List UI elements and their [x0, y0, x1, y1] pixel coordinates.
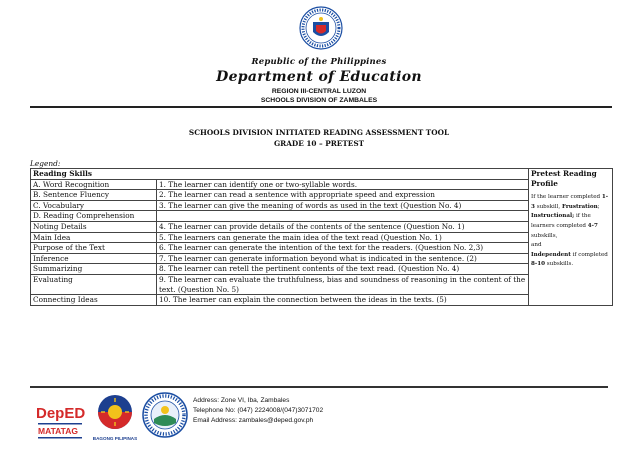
- deped-seal-icon: [299, 6, 343, 50]
- description-cell: 7. The learner can generate information beyond what is indicated in the sentence. (2): [157, 253, 529, 264]
- profile-intro: If the learner completed: [531, 194, 601, 201]
- skill-cell: A. Word Recognition: [31, 179, 157, 190]
- independent-label: Independent: [531, 251, 571, 258]
- address-line: Address: Zone VI, Iba, Zambales: [193, 397, 290, 404]
- table-row: [31, 200, 613, 211]
- skill-cell: Summarizing: [31, 264, 157, 275]
- frustration-end: ;: [597, 203, 600, 210]
- skill-cell: Inference: [31, 253, 157, 264]
- header-reading-skills: Reading Skills: [31, 169, 529, 180]
- skill-cell: Evaluating: [31, 274, 157, 294]
- frustration-range: 1-3: [531, 194, 609, 210]
- telephone-line: Telephone No: (047) 2224008/(047)3071702: [193, 407, 324, 414]
- document-title: SCHOOLS DIVISION INITIATED READING ASSESSMENT TOOL: [188, 128, 450, 137]
- deped-matatag-logo: [34, 396, 88, 444]
- skill-cell: Purpose of the Text: [31, 243, 157, 254]
- description-cell: 2. The learner can read a sentence with appropriate speed and expression: [157, 190, 529, 201]
- skill-cell: C. Vocabulary: [31, 200, 157, 211]
- skill-cell: Main Idea: [31, 232, 157, 243]
- table-row: [31, 243, 613, 254]
- skill-cell: Connecting Ideas: [31, 295, 157, 306]
- skill-cell: D. Reading Comprehension: [31, 211, 157, 222]
- department-heading: Department of Education: [216, 69, 422, 85]
- region-heading: REGION III-CENTRAL LUZON: [271, 88, 367, 95]
- description-cell: 1. The learner can identify one or two-syllable words.: [157, 179, 529, 190]
- skill-cell: Noting Details: [31, 221, 157, 232]
- footer-divider: [30, 386, 608, 388]
- bagong-pilipinas-logo: [92, 392, 138, 444]
- description-cell: 3. The learner can give the meaning of words as used in the text (Question No. 4): [157, 200, 529, 211]
- table-header-row: [31, 169, 613, 180]
- table-row: [31, 179, 613, 190]
- description-cell: [157, 211, 529, 222]
- description-cell: 5. The learners can generate the main idea of the text read (Question No. 1): [157, 232, 529, 243]
- description-cell: 8. The learner can retell the pertinent contents of the text read. (Question No. 4): [157, 264, 529, 275]
- table-row: [31, 221, 613, 232]
- table-row: [31, 232, 613, 243]
- division-seal-icon: [142, 392, 188, 438]
- frustration-suffix: subskill,: [536, 203, 561, 210]
- independent-suffix: subskills.: [546, 261, 574, 268]
- pretest-profile-cell: [529, 169, 613, 306]
- and-word: and: [531, 242, 542, 249]
- table-row: [31, 264, 613, 275]
- header-divider: [30, 106, 612, 108]
- table-row: [31, 190, 613, 201]
- description-cell: 9. The learner can evaluate the truthfulness, bias and soundness of reasoning in the content of the text. (Question No. 5): [157, 274, 529, 294]
- republic-heading: Republic of the Philippines: [251, 57, 387, 67]
- independent-range: 8-10: [531, 261, 546, 268]
- instructional-intro: if the learners completed: [531, 213, 591, 229]
- description-cell: 4. The learner can provide details of the contents of the sentence (Question No. 1): [157, 221, 529, 232]
- table-row: [31, 295, 613, 306]
- instructional-range: 4-7: [587, 222, 598, 229]
- profile-heading-line2: Profile: [531, 178, 558, 188]
- table-row: [31, 211, 613, 222]
- frustration-label: Frustration: [561, 203, 598, 210]
- reading-skills-table: [30, 168, 613, 306]
- division-heading: SCHOOLS DIVISION OF ZAMBALES: [260, 97, 378, 104]
- grade-subtitle: GRADE 10 – PRETEST: [273, 139, 365, 148]
- email-line: Email Address: zambales@deped.gov.ph: [193, 417, 314, 424]
- instructional-suffix: subskills,: [531, 232, 558, 239]
- bagong-logo-text: BAGONG PILIPINAS: [92, 436, 138, 441]
- table-row: [31, 274, 613, 294]
- legend-label: Legend:: [30, 159, 61, 168]
- matatag-logo-text: MATATAG: [38, 426, 78, 436]
- deped-logo-text: DepED: [36, 405, 86, 422]
- instructional-label: Instructional;: [531, 213, 575, 220]
- table-row: [31, 253, 613, 264]
- description-cell: 10. The learner can explain the connection between the ideas in the texts. (5): [157, 295, 529, 306]
- profile-heading-line1: Pretest Reading: [531, 169, 597, 178]
- description-cell: 6. The learner can generate the intention of the text for the readers. (Question No. 2,3): [157, 243, 529, 254]
- independent-intro: if completed: [572, 251, 608, 258]
- skill-cell: B. Sentence Fluency: [31, 190, 157, 201]
